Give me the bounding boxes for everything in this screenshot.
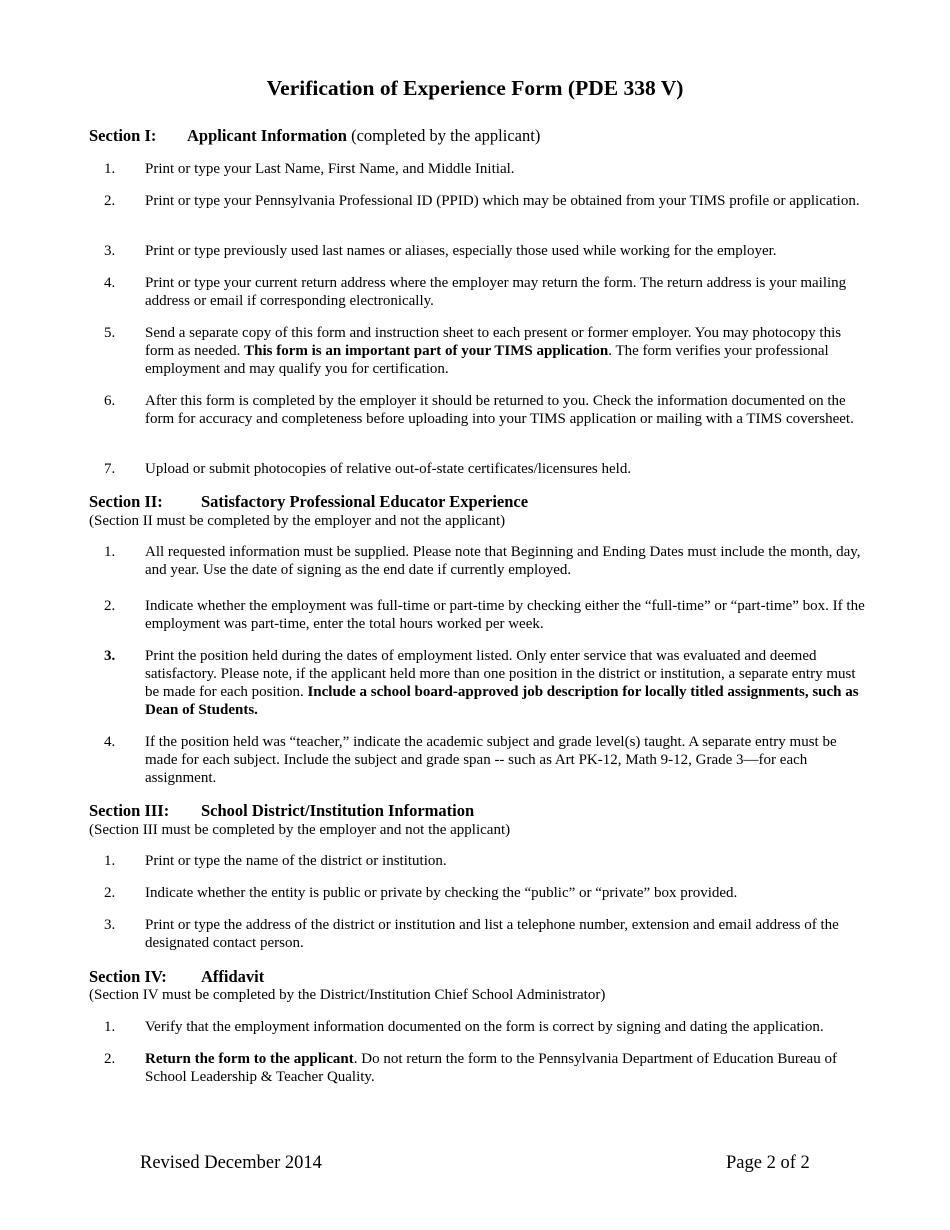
item-number: 3. [104, 648, 116, 664]
section-2-title: Satisfactory Professional Educator Experience [201, 492, 529, 511]
section-2-subnote: (Section II must be completed by the employer and not the applicant) [89, 513, 506, 529]
item-text: Indicate whether the employment was full-time or part-time by checking either the “full-time” or “part-time” box. If the employment was part-time, enter the total hours worked per week. [145, 598, 865, 632]
item-text: Print or type the address of the district or institution and list a telephone number, extension and email address of the designated contact person. [145, 917, 839, 951]
item-text: Print or type previously used last names or aliases, especially those used while working for the employer. [145, 243, 777, 259]
item-number: 4. [104, 734, 116, 750]
item-text: Indicate whether the entity is public or private by checking the “public” or “private” box provided. [145, 885, 738, 901]
item-number: 5. [104, 325, 116, 341]
item-text-bold: Return the form to the applicant [145, 1051, 354, 1067]
section-1-heading [89, 126, 540, 146]
item-number: 1. [104, 544, 116, 560]
item-text: Upload or submit photocopies of relative out-of-state certificates/licensures held. [145, 461, 632, 477]
item-number: 1. [104, 853, 116, 869]
section-4-label: Section IV: [89, 967, 167, 986]
item-text: Print or type the name of the district or institution. [145, 853, 447, 869]
footer-revised: Revised December 2014 [140, 1153, 322, 1173]
item-number: 6. [104, 393, 116, 409]
footer-page-number: Page 2 of 2 [726, 1153, 810, 1173]
item-text-part: Send a separate copy of this form and instruction sheet to each present or former employer. You may photocopy this form as needed. [145, 325, 842, 359]
item-number: 1. [104, 1019, 116, 1035]
section-2-heading [89, 492, 528, 512]
item-number: 3. [104, 243, 116, 259]
section-4-subnote: (Section IV must be completed by the District/Institution Chief School Administrator) [89, 987, 606, 1003]
section-2-label: Section II: [89, 492, 163, 511]
item-number: 1. [104, 161, 116, 177]
section-3-heading [89, 801, 474, 821]
item-number: 2. [104, 598, 116, 614]
item-text-part: . The form verifies your professional employment and may qualify you for certification. [145, 343, 829, 377]
item-text: Verify that the employment information documented on the form is correct by signing and dating the application. [145, 1019, 824, 1035]
item-text-bold: Include a school board-approved job description for locally titled assignments, such as Dean of Students. [145, 684, 859, 718]
item-number: 4. [104, 275, 116, 291]
page-title: Verification of Experience Form (PDE 338 V) [266, 76, 684, 100]
item-text [145, 647, 865, 719]
section-4-title: Affidavit [201, 967, 265, 986]
section-3-label: Section III: [89, 801, 170, 820]
item-text: If the position held was “teacher,” indicate the academic subject and grade level(s) taught. A separate entry must be made for each subject. Include the subject and grade span -- such as Art PK-12, Math 9-12, Grade 3—for each assignment. [145, 734, 837, 786]
item-text: After this form is completed by the employer it should be returned to you. Check the information documented on the form for accuracy and completeness before uploading into your TIMS application or mailing with a TIMS coversheet. [145, 393, 854, 427]
item-text-part: Print the position held during the dates of employment listed. Only enter service that was evaluated and deemed satisfactory. Please note, if the applicant held more than one position in the district or institution, a separate entry must be made for each position. [145, 648, 856, 700]
item-number: 2. [104, 885, 116, 901]
section-1-note: (completed by the applicant) [351, 126, 541, 145]
item-text: Print or type your Pennsylvania Professional ID (PPID) which may be obtained from your TIMS profile or application. [145, 193, 860, 209]
item-number: 2. [104, 193, 116, 209]
item-number: 3. [104, 917, 116, 933]
item-text: Print or type your current return address where the employer may return the form. The return address is your mailing address or email if corresponding electronically. [145, 275, 847, 309]
item-number: 7. [104, 461, 116, 477]
section-1-title: Applicant Information [187, 126, 347, 145]
item-number: 2. [104, 1051, 116, 1067]
item-text: All requested information must be supplied. Please note that Beginning and Ending Dates must include the month, day, and year. Use the date of signing as the end date if currently employed. [145, 544, 861, 578]
item-text: Print or type your Last Name, First Name, and Middle Initial. [145, 161, 515, 177]
section-3-subnote: (Section III must be completed by the employer and not the applicant) [89, 822, 511, 838]
section-1-label: Section I: [89, 126, 157, 145]
item-text [145, 324, 865, 378]
item-text-bold: This form is an important part of your TIMS application [244, 343, 609, 359]
section-4-heading [89, 967, 264, 987]
section-3-title: School District/Institution Information [201, 801, 475, 820]
item-text [145, 1050, 865, 1086]
item-text-part: . Do not return the form to the Pennsylvania Department of Education Bureau of School Leadership & Teacher Quality. [145, 1051, 837, 1085]
